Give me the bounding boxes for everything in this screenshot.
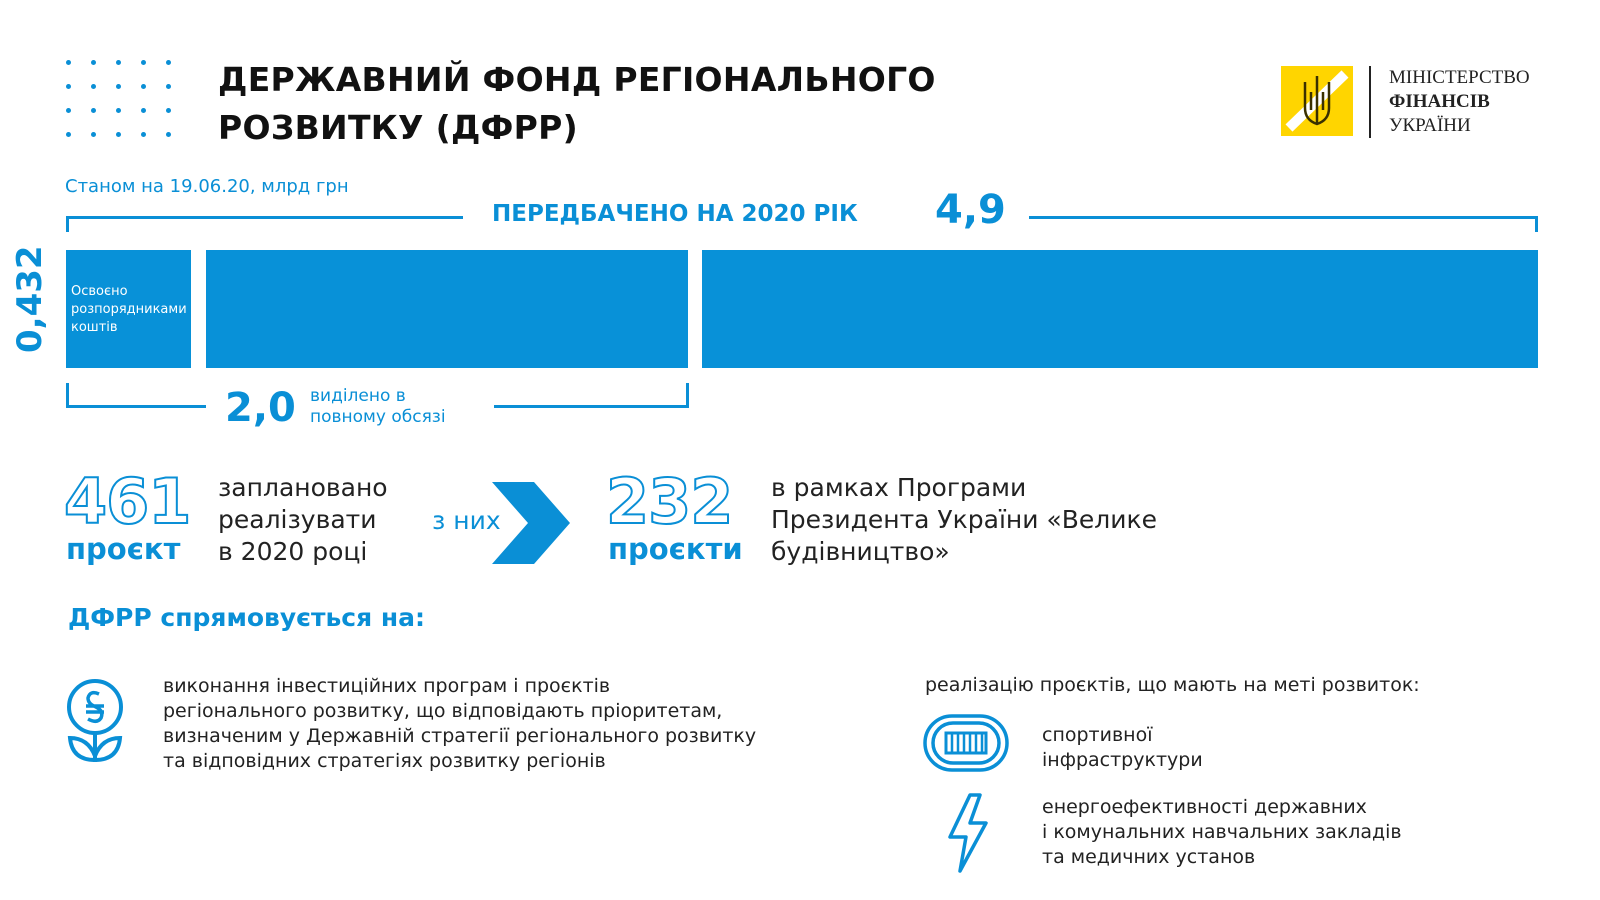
decoration-dot <box>116 84 121 89</box>
decoration-dot <box>141 84 146 89</box>
left-text-line-3: визначеним у Державній стратегії регіонального розвитку <box>163 725 757 747</box>
decoration-dot <box>66 84 71 89</box>
total-projects-word: проєкт <box>66 532 181 566</box>
allocated-bracket-left-tick <box>66 383 69 407</box>
energy-line-1: енергоефективності державних <box>1042 796 1367 818</box>
decoration-dot <box>141 132 146 137</box>
stadium-icon <box>923 714 1009 772</box>
left-text-line-2: регіонального розвитку, що відповідають пріоритетам, <box>163 700 723 722</box>
page-title <box>218 56 936 152</box>
planned-bracket-right-tick <box>1535 216 1538 232</box>
decoration-dot <box>116 132 121 137</box>
planned-bracket-right-line <box>1029 216 1538 219</box>
sport-item-text <box>1042 723 1203 773</box>
total-projects-desc <box>218 472 388 568</box>
sub-projects-word: проєкти <box>608 532 743 566</box>
allocated-bracket-right-line <box>494 405 688 408</box>
left-direction-text <box>163 674 756 774</box>
ministry-logo <box>1281 64 1531 144</box>
total-desc-line-2: реалізувати <box>218 505 377 534</box>
planned-label: ПЕРЕДБАЧЕНО НА 2020 РІК <box>492 201 858 227</box>
planned-value: 4,9 <box>935 187 1006 233</box>
allocated-label-line-1: виділено в <box>310 386 406 406</box>
logo-divider <box>1369 66 1371 138</box>
decoration-dot <box>166 84 171 89</box>
decoration-dot <box>91 132 96 137</box>
energy-item-text <box>1042 795 1402 870</box>
remaining-bar <box>702 250 1538 368</box>
total-projects-number: 461 <box>64 465 191 538</box>
decoration-dot <box>66 108 71 113</box>
logo-line-1: МІНІСТЕРСТВО <box>1389 67 1530 88</box>
sub-projects-number: 232 <box>606 465 733 538</box>
chevron-right-icon <box>492 482 572 564</box>
energy-line-3: та медичних установ <box>1042 846 1256 868</box>
allocated-bar <box>206 250 688 368</box>
logo-line-3: УКРАЇНИ <box>1389 115 1471 136</box>
decoration-dot <box>66 60 71 65</box>
logo-text <box>1389 66 1530 138</box>
sport-line-1: спортивної <box>1042 724 1153 746</box>
allocated-bracket-left-line <box>66 405 206 408</box>
allocated-label-line-2: повному обсязі <box>310 407 446 427</box>
decoration-dot <box>166 108 171 113</box>
hryvnia-flower-icon <box>66 678 124 764</box>
left-text-line-1: виконання інвестиційних програм і проєктів <box>163 675 611 697</box>
allocated-label <box>310 386 446 428</box>
planned-bracket-left-line <box>66 216 463 219</box>
lightning-icon <box>946 793 990 873</box>
allocated-value: 2,0 <box>225 385 296 431</box>
decoration-dot <box>166 60 171 65</box>
sub-desc-line-2: Президента України «Велике <box>771 505 1157 534</box>
sub-projects-desc <box>771 472 1157 568</box>
decoration-dot <box>91 84 96 89</box>
decoration-dot <box>116 108 121 113</box>
decoration-dot <box>141 60 146 65</box>
spent-label: Освоєно розпорядниками коштів <box>71 284 187 335</box>
spent-value: 0,432 <box>10 245 50 353</box>
right-intro: реалізацію проєктів, що мають на меті розвиток: <box>925 674 1420 696</box>
dot-grid-decoration <box>66 60 174 140</box>
decoration-dot <box>116 60 121 65</box>
decoration-dot <box>66 132 71 137</box>
title-line-1: ДЕРЖАВНИЙ ФОНД РЕГІОНАЛЬНОГО <box>218 60 936 99</box>
energy-line-2: і комунальних навчальних закладів <box>1042 821 1402 843</box>
title-line-2: РОЗВИТКУ (ДФРР) <box>218 108 579 147</box>
total-desc-line-1: заплановано <box>218 473 388 502</box>
of-them-label: з них <box>432 506 501 535</box>
spent-bar <box>66 250 191 368</box>
directions-heading: ДФРР спрямовується на: <box>68 603 426 632</box>
sport-line-2: інфраструктури <box>1042 749 1203 771</box>
decoration-dot <box>141 108 146 113</box>
decoration-dot <box>91 108 96 113</box>
decoration-dot <box>91 60 96 65</box>
trident-emblem-icon <box>1281 66 1353 136</box>
date-subtitle: Станом на 19.06.20, млрд грн <box>65 176 349 197</box>
total-desc-line-3: в 2020 році <box>218 537 368 566</box>
sub-desc-line-1: в рамках Програми <box>771 473 1027 502</box>
logo-line-2: ФІНАНСІВ <box>1389 91 1490 112</box>
sub-desc-line-3: будівництво» <box>771 537 950 566</box>
allocated-bracket-right-tick <box>686 383 689 408</box>
left-text-line-4: та відповідних стратегіях розвитку регіонів <box>163 750 606 772</box>
decoration-dot <box>166 132 171 137</box>
